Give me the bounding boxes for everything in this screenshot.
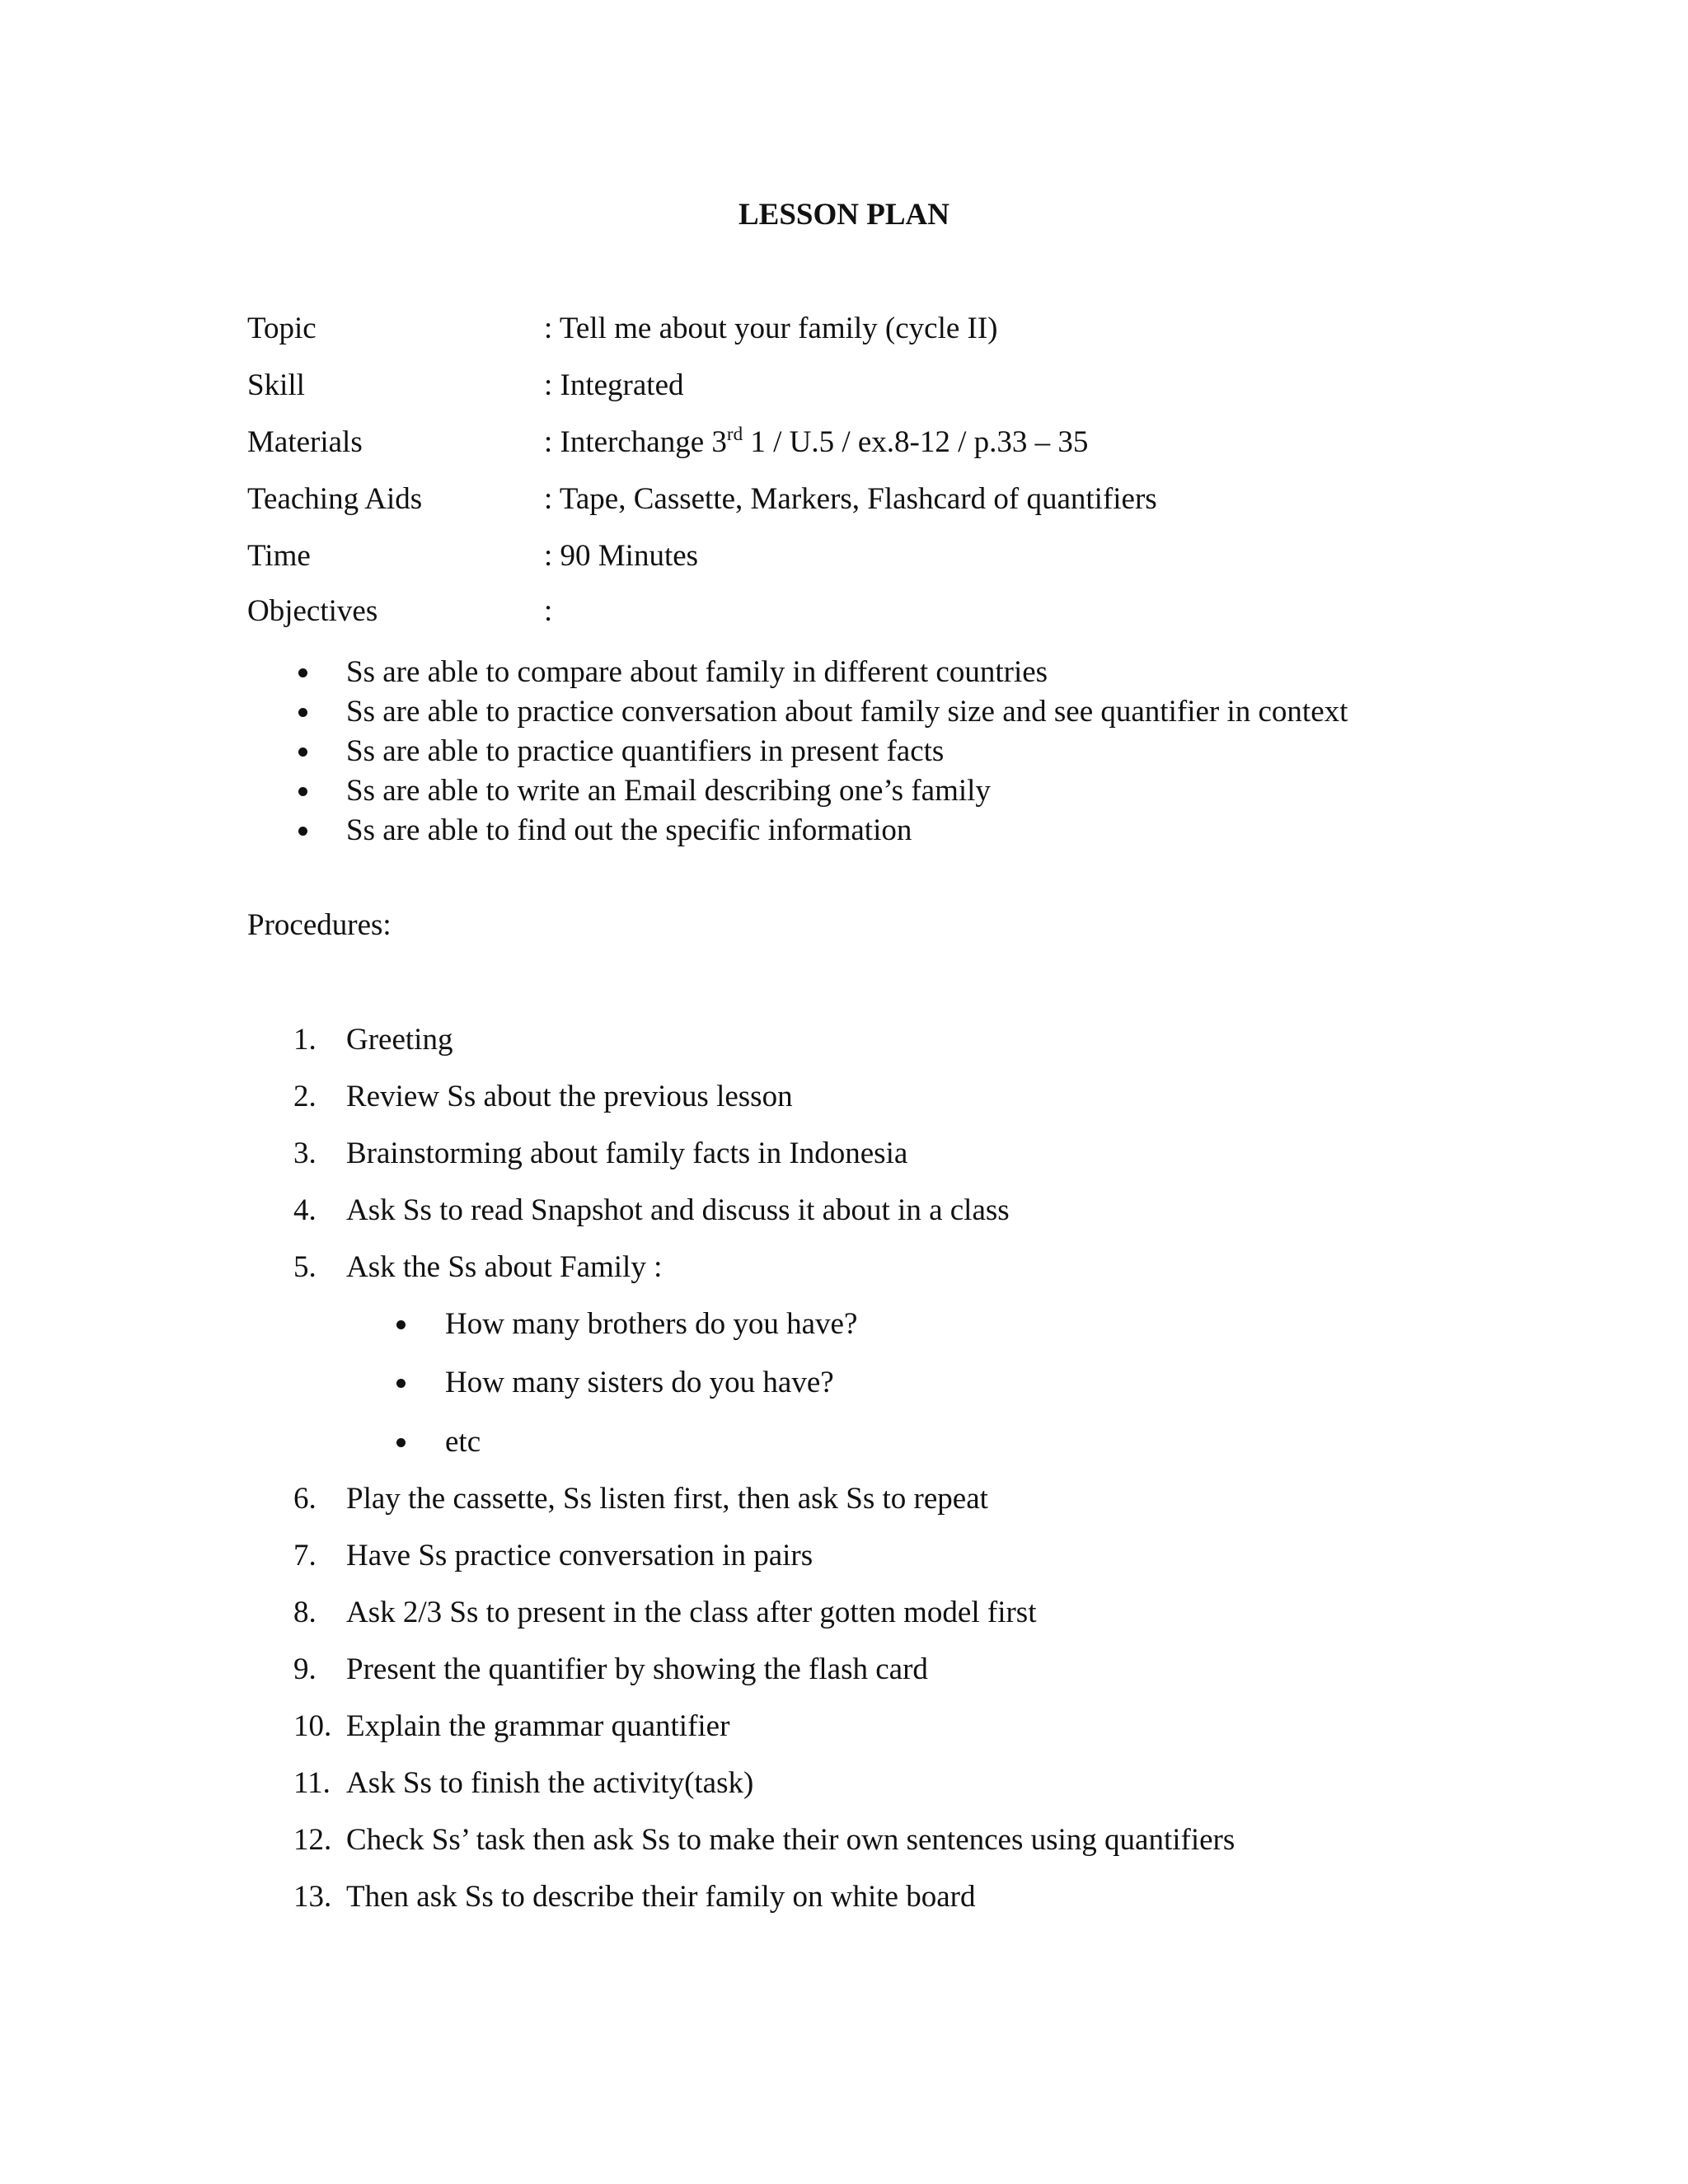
- objective-item: Ss are able to write an Email describing one’s family: [346, 774, 991, 808]
- family-question-item: etc: [445, 1425, 481, 1459]
- procedures-heading: Procedures:: [247, 908, 392, 942]
- objective-item: Ss are able to practice quantifiers in present facts: [346, 734, 945, 768]
- procedure-number: 7.: [293, 1539, 316, 1572]
- objective-item: Ss are able to practice conversation about family size and see quantifier in context: [346, 695, 1348, 729]
- field-value-materials: [544, 424, 1089, 459]
- procedure-step: Present the quantifier by showing the flash card: [346, 1652, 928, 1686]
- procedure-number: 9.: [293, 1652, 316, 1686]
- materials-superscript: rd: [726, 424, 743, 444]
- procedure-step: Check Ss’ task then ask Ss to make their own sentences using quantifiers: [346, 1823, 1236, 1857]
- page-title: LESSON PLAN: [738, 198, 950, 232]
- procedure-step: Explain the grammar quantifier: [346, 1709, 730, 1743]
- bullet-icon: [298, 787, 307, 796]
- bullet-icon: [396, 1379, 406, 1388]
- procedure-number: 1.: [293, 1023, 316, 1057]
- field-label-skill: Skill: [247, 368, 305, 402]
- field-label-materials: Materials: [247, 425, 363, 459]
- procedure-step: Ask Ss to finish the activity(task): [346, 1766, 754, 1800]
- procedure-number: 5.: [293, 1250, 316, 1284]
- objective-item: Ss are able to find out the specific information: [346, 813, 912, 847]
- procedure-step: Ask Ss to read Snapshot and discuss it about in a class: [346, 1193, 1010, 1227]
- procedure-number: 6.: [293, 1482, 316, 1516]
- procedure-number: 12.: [293, 1823, 332, 1857]
- procedure-number: 13.: [293, 1880, 332, 1914]
- objective-item: Ss are able to compare about family in different countries: [346, 655, 1048, 689]
- field-label-topic: Topic: [247, 312, 316, 345]
- bullet-icon: [396, 1438, 406, 1447]
- family-question-item: How many brothers do you have?: [445, 1307, 858, 1341]
- bullet-icon: [298, 827, 307, 836]
- family-question-item: How many sisters do you have?: [445, 1366, 834, 1399]
- bullet-icon: [298, 668, 307, 677]
- field-label-objectives: Objectives: [247, 594, 378, 628]
- bullet-icon: [396, 1320, 406, 1329]
- procedure-number: 3.: [293, 1137, 316, 1170]
- procedure-step: Play the cassette, Ss listen first, then ask Ss to repeat: [346, 1482, 988, 1516]
- procedure-step: Ask 2/3 Ss to present in the class after gotten model first: [346, 1596, 1037, 1629]
- procedure-number: 4.: [293, 1193, 316, 1227]
- procedure-step: Greeting: [346, 1023, 453, 1057]
- procedure-step: Review Ss about the previous lesson: [346, 1080, 793, 1113]
- field-label-teaching-aids: Teaching Aids: [247, 482, 423, 516]
- field-value-topic: : Tell me about your family (cycle II): [544, 312, 998, 345]
- procedure-step: Have Ss practice conversation in pairs: [346, 1539, 814, 1572]
- field-value-teaching-aids: : Tape, Cassette, Markers, Flashcard of quantifiers: [544, 482, 1157, 516]
- bullet-icon: [298, 748, 307, 757]
- procedure-number: 10.: [293, 1709, 332, 1743]
- bullet-icon: [298, 708, 307, 717]
- materials-prefix: : Interchange 3: [544, 425, 727, 459]
- field-value-objectives: :: [544, 594, 553, 628]
- procedure-step: Then ask Ss to describe their family on white board: [346, 1880, 976, 1914]
- procedure-step: Ask the Ss about Family :: [346, 1250, 663, 1284]
- procedure-step: Brainstorming about family facts in Indonesia: [346, 1137, 908, 1170]
- field-label-time: Time: [247, 539, 311, 573]
- procedure-number: 2.: [293, 1080, 316, 1113]
- materials-suffix: 1 / U.5 / ex.8-12 / p.33 – 35: [743, 425, 1089, 459]
- field-value-skill: : Integrated: [544, 368, 684, 402]
- procedure-number: 8.: [293, 1596, 316, 1629]
- procedure-number: 11.: [293, 1766, 331, 1800]
- field-value-time: : 90 Minutes: [544, 539, 699, 573]
